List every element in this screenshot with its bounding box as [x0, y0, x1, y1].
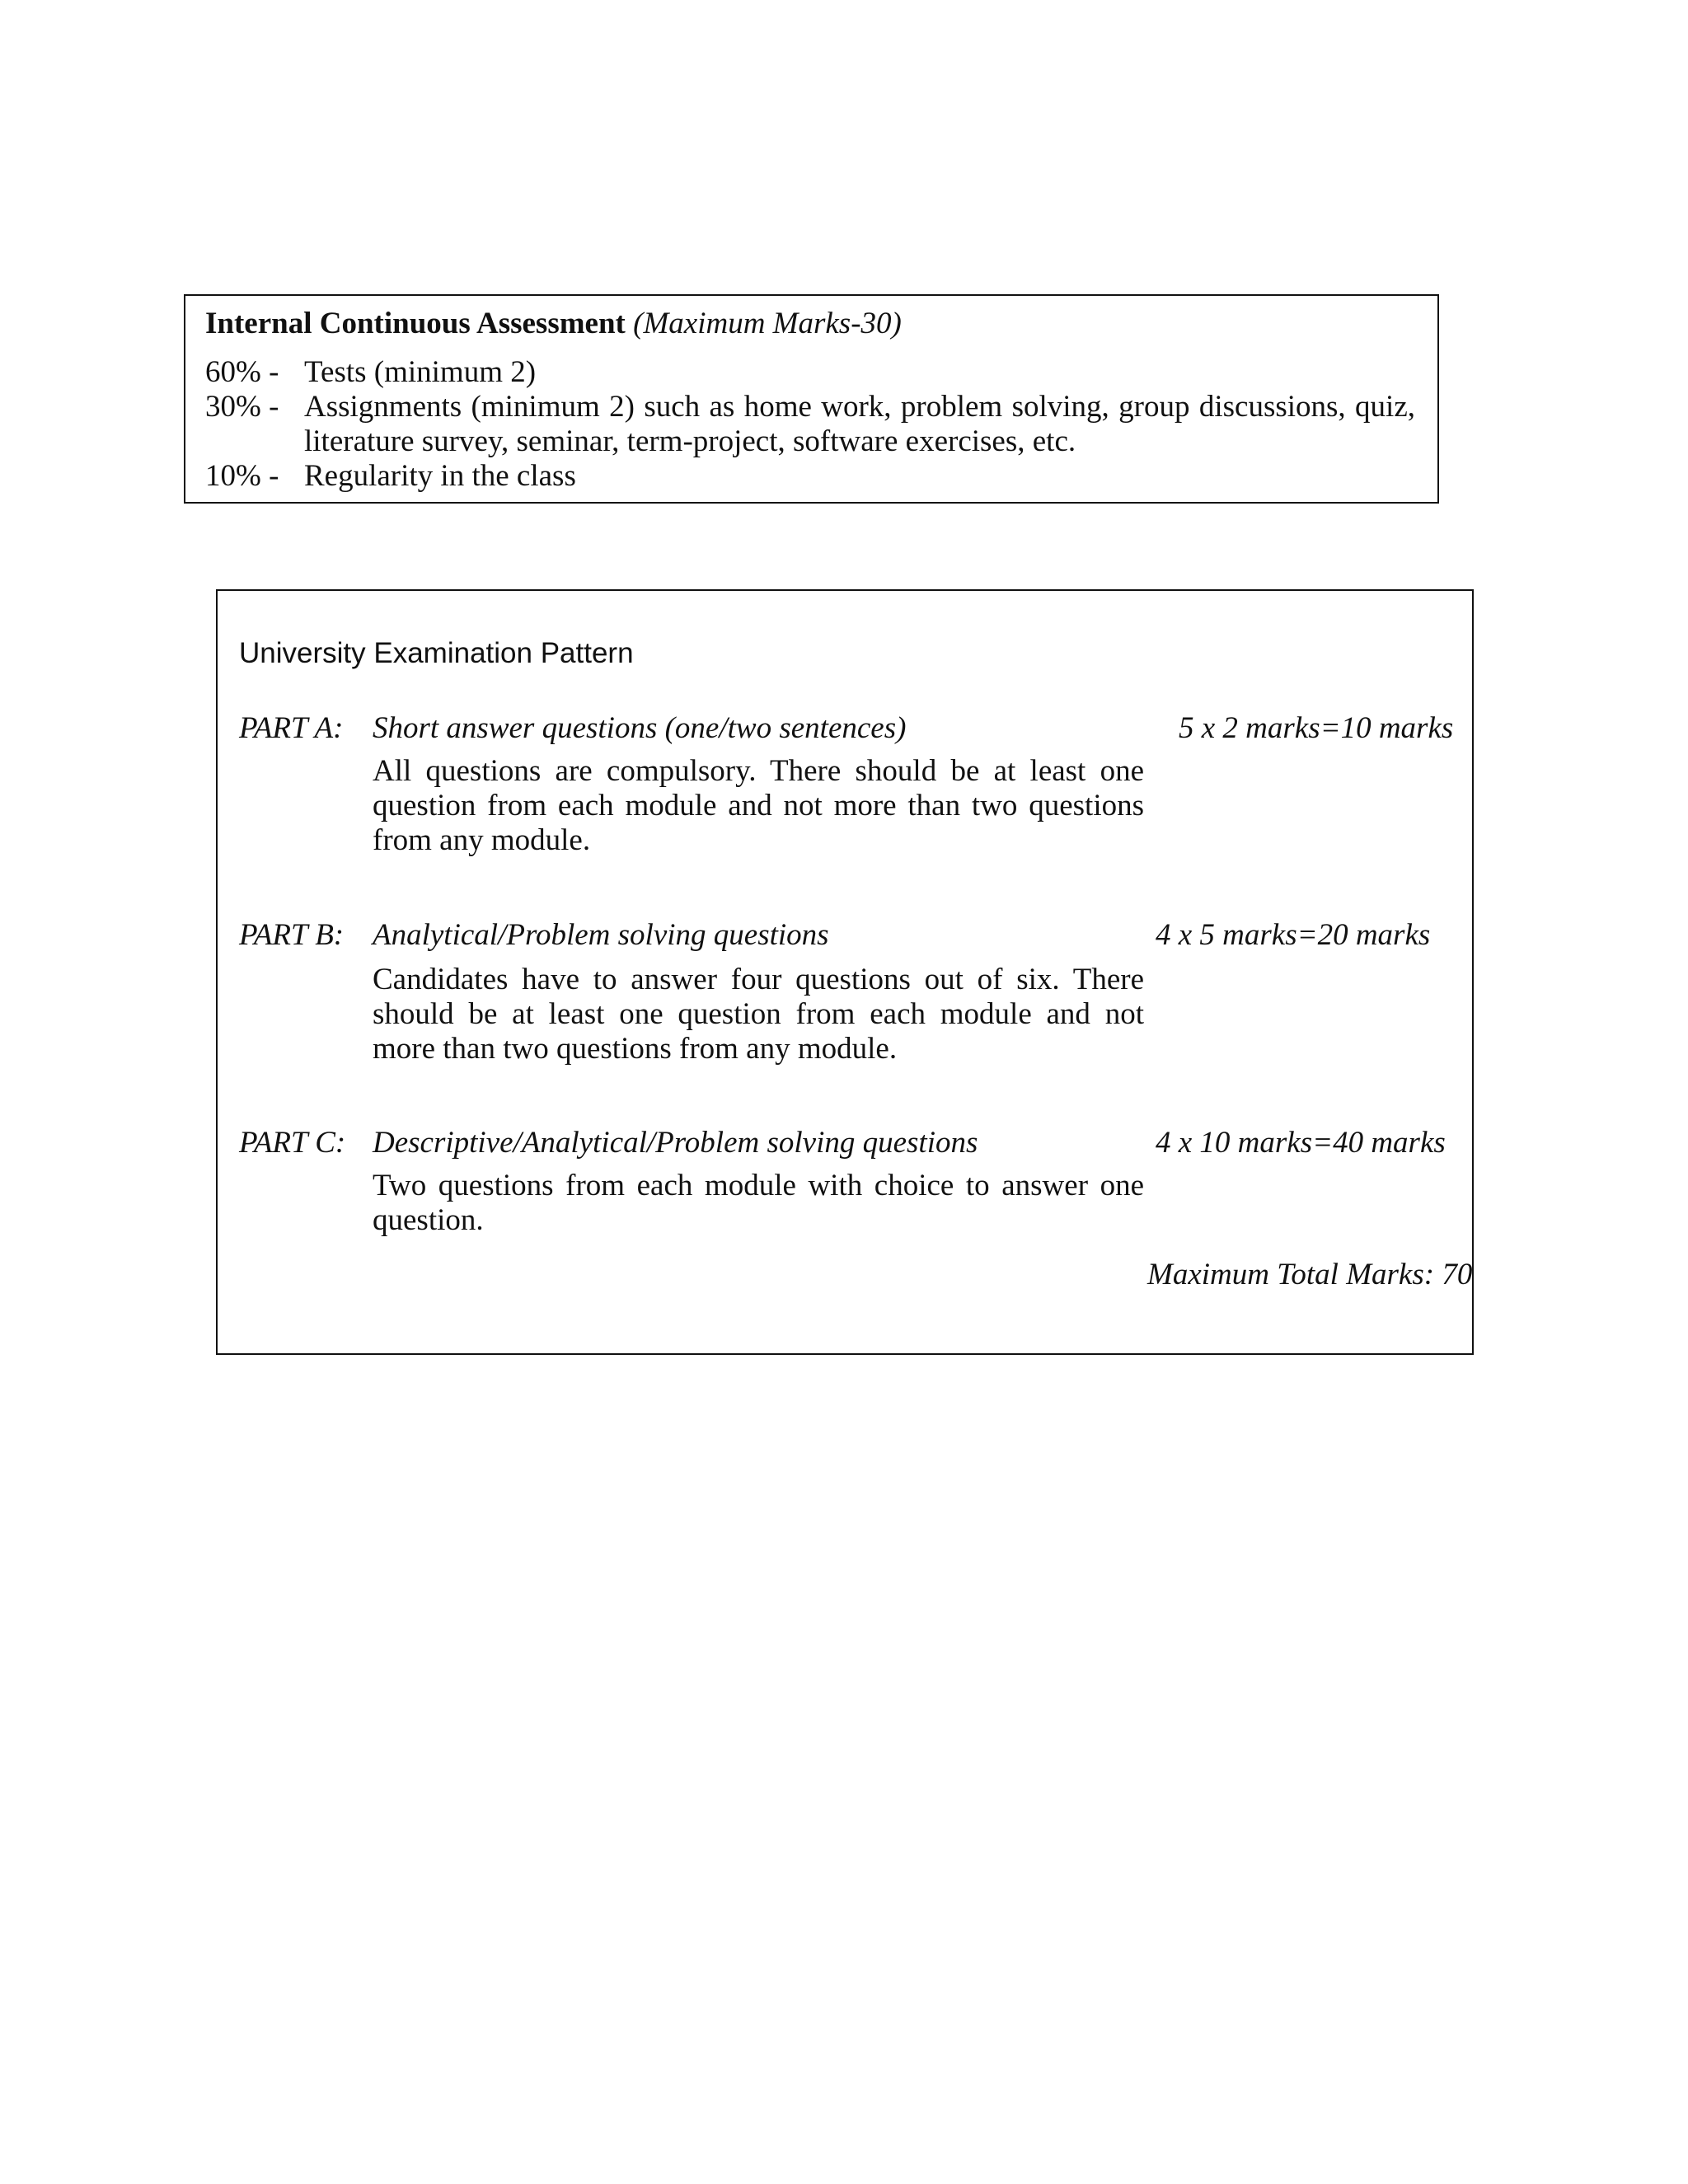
maximum-total-marks: Maximum Total Marks: 70	[1147, 1258, 1473, 1291]
part-b-marks: 4 x 5 marks=20 marks	[1156, 918, 1431, 952]
internal-assessment-title	[205, 306, 902, 342]
part-b-description: Candidates have to answer four questions out of six. There should be at least one question from each module and not more than two questions from any module.	[373, 963, 1144, 1066]
part-c-description: Two questions from each module with choice to answer one question.	[373, 1169, 1144, 1237]
university-exam-title: University Examination Pattern	[239, 637, 634, 669]
part-c-heading: Descriptive/Analytical/Problem solving questions	[373, 1126, 978, 1160]
assessment-item-text: Regularity in the class	[304, 459, 576, 493]
part-a-description: All questions are compulsory. There should be at least one question from each module and not more than two questions from any module.	[373, 754, 1144, 857]
assessment-item-percent: 60% -	[205, 355, 279, 389]
assessment-item-text: Assignments (minimum 2) such as home work, problem solving, group discussions, quiz, literature survey, seminar, term-project, software exercises, etc.	[304, 390, 1415, 458]
part-b-heading: Analytical/Problem solving questions	[373, 918, 829, 952]
assessment-item-text: Tests (minimum 2)	[304, 355, 537, 389]
assessment-item-percent: 30% -	[205, 390, 279, 424]
assessment-item-percent: 10% -	[205, 459, 279, 493]
part-a-heading: Short answer questions (one/two sentences)	[373, 711, 907, 745]
part-a-marks: 5 x 2 marks=10 marks	[1179, 711, 1454, 745]
internal-assessment-box	[184, 294, 1439, 504]
part-c-label: PART C:	[239, 1126, 346, 1160]
internal-assessment-title-main: Internal Continuous Assessment	[205, 307, 626, 340]
internal-assessment-max-marks: (Maximum Marks-30)	[633, 307, 902, 340]
university-exam-box	[216, 589, 1474, 1355]
part-b-label: PART B:	[239, 918, 345, 952]
part-c-marks: 4 x 10 marks=40 marks	[1156, 1126, 1446, 1160]
part-a-label: PART A:	[239, 711, 344, 745]
